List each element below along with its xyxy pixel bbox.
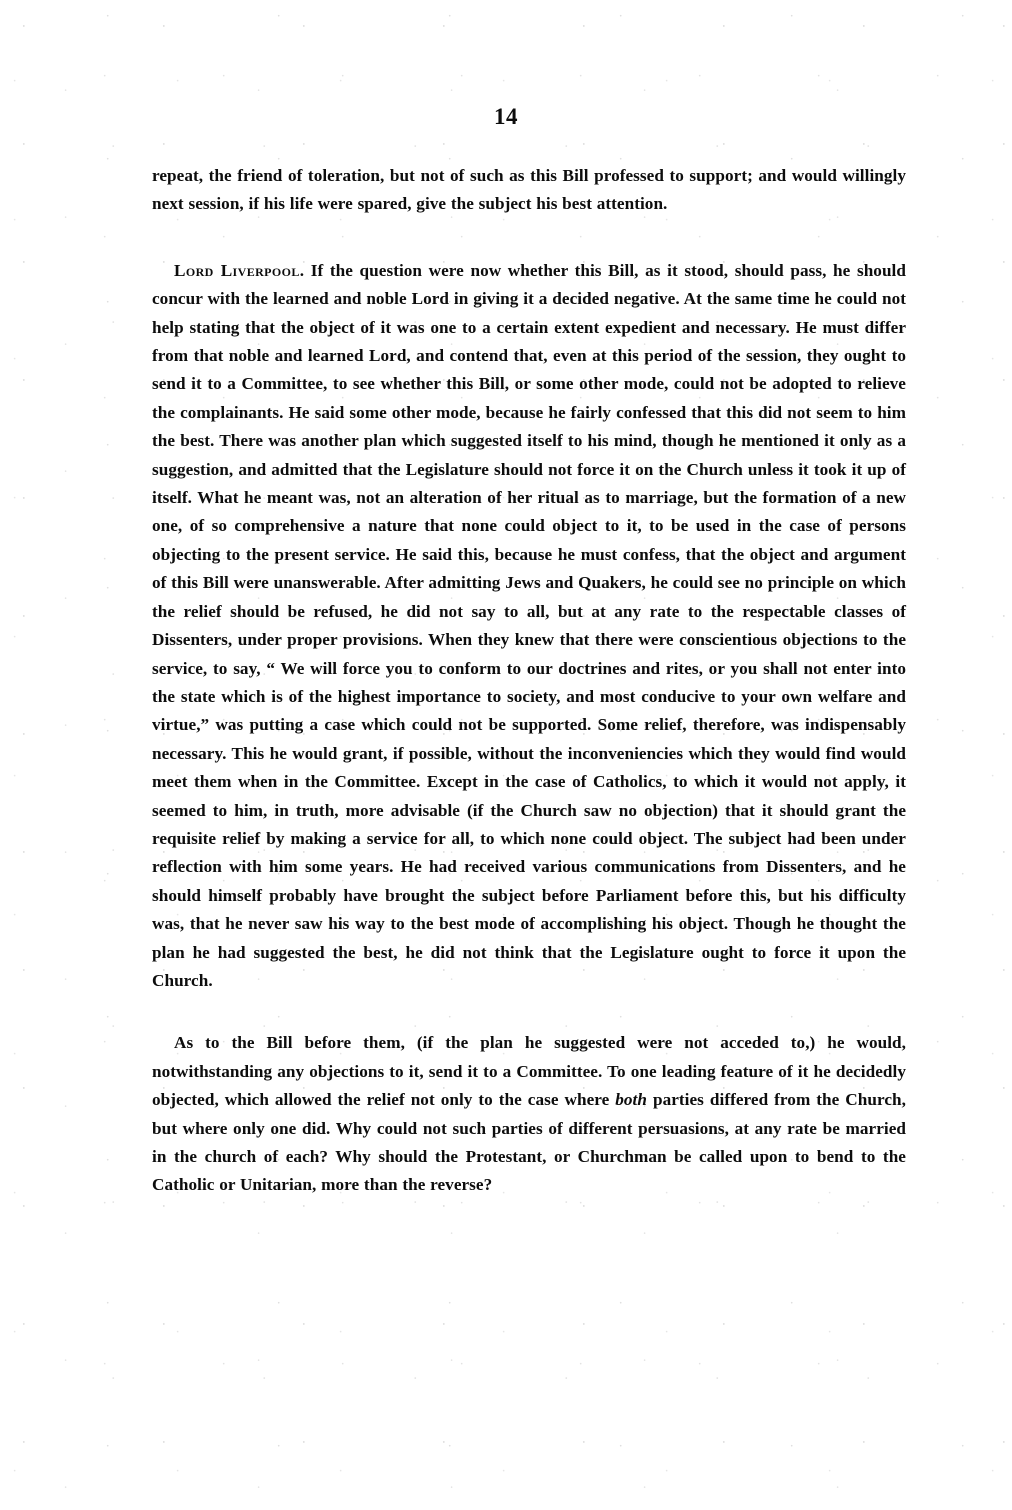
paragraph-liverpool-speech (152, 257, 906, 996)
speech-body: If the question were now whether this Bill, as it stood, should pass, he should concur with the learned and noble Lord in giving it a decided negative. At the same time he could not help stating that the object of it was one to a certain extent expedient and necessary. He must differ from that noble and learned Lord, and contend that, even at this period of the session, they ought to send it to a Committee, to see whether this Bill, or some other mode, could not be adopted to relieve the complainants. He said some other mode, because he fairly confessed that this did not seem to him the best. There was another plan which suggested itself to his mind, though he mentioned it only as a suggestion, and admitted that the Legislature should not force it on the Church unless it took it up of itself. What he meant was, not an alteration of her ritual as to marriage, but the formation of a new one, of so comprehensive a nature that none could object to it, to be used in the case of persons objecting to the present service. He said this, because he must confess, that the object and argument of this Bill were unanswerable. After admitting Jews and Quakers, he could see no principle on which the relief should be refused, he did not say to all, but at any rate to the respectable classes of Dissenters, under proper provisions. When they knew that there were conscientious objections to the service, to say, “ We will force you to conform to our doctrines and rites, or you shall not enter into the state which is of the highest importance to society, and most conducive to your own welfare and virtue,” was putting a case which could not be supported. Some relief, therefore, was indispensably necessary. This he would grant, if possible, without the inconveniencies which they would find would meet them when in the Committee. Except in the case of Catholics, to which it would not apply, it seemed to him, in truth, more advisable (if the Church saw no objection) that it should grant the requisite relief by making a service for all, to which none could object. The subject had been under reflection with him some years. He had received various communications from Dissenters, and he should himself probably have brought the subject before Parliament before this, but his difficulty was, that he never saw his way to the best mode of accomplishing his object. Though he thought the plan he had suggested the best, he did not think that the Legislature ought to force it upon the Church. (152, 260, 906, 990)
paragraph-continuation: repeat, the friend of toleration, but not of such as this Bill professed to support; and would willingly next session, if his life were spared, give the subject his best attention. (152, 166, 906, 214)
text-column (152, 162, 906, 1200)
bill-segment-emphasis-both: both (615, 1090, 647, 1110)
speaker-separator: . (299, 260, 311, 280)
page-number: 14 (494, 104, 518, 129)
bill-segment-lead: As to the Bill before them, (if the plan he suggested were not acceded to,) he would, notwithstanding any objections to it, send it to a Committee. To one leading feature of it he decidedly objected, which allowed the relief not only to the case where (152, 1033, 906, 1110)
paragraph-spacer-2 (152, 995, 906, 1029)
paragraph-bill-before-them (152, 1029, 906, 1199)
bill-segment-tail: parties differed from the Church, but where only one did. Why could not such parties of different persuasions, at any rate be married in the church of each? Why should the Protestant, or Churchman be called upon to bend to the Catholic or Unitarian, more than the reverse? (152, 1090, 906, 1195)
speaker-name: Lord Liverpool (174, 260, 300, 280)
paragraph-spacer (152, 219, 906, 257)
